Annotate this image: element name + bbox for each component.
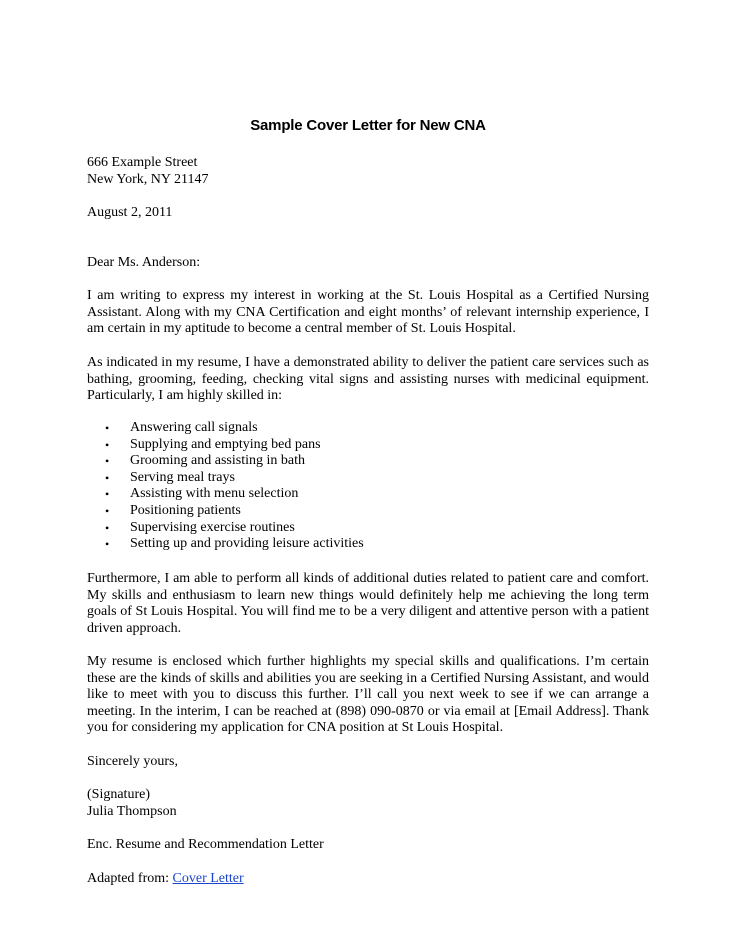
cover-letter-link[interactable]: Cover Letter [172,871,244,886]
salutation: Dear Ms. Anderson: [87,255,201,270]
bullet-icon: • [105,454,110,469]
page-title: Sample Cover Letter for New CNA [250,117,486,134]
sender-street: 666 Example Street [87,155,198,170]
bullet-icon: • [105,503,110,518]
bullet-icon: • [105,421,110,435]
bullet-icon: • [105,437,110,452]
signature-placeholder: (Signature) [87,787,150,802]
paragraph-closing: My resume is enclosed which further highlights my special skills and qualifications. I’m certain these are the kinds of skills and abilities you are seeking in a Certified Nursing Assistant, and would like to meet with you to discuss this further. I’ll call you next week to see if we can arrange a meeting. In the interim, I can be reached at (898) 090-0870 or via email at [Email Address]. Thank you for considering my application for CNA position at St Louis Hospital. [87,654,649,736]
list-item: • Grooming and assisting in bath [105,453,305,469]
list-item: • Assisting with menu selection [105,486,299,502]
paragraph-intro: I am writing to express my interest in working at the St. Louis Hospital as a Certified Nursing Assistant. Along with my CNA Certification and eight months’ of relevant internship experience, I am certain in my aptitude to become a central member of St. Louis Hospital. [87,288,649,337]
list-item: • Answering call signals [105,420,258,435]
list-item: • Setting up and providing leisure activities [105,536,364,552]
list-item: • Serving meal trays [105,469,235,485]
adapted-from [87,871,244,888]
bullet-icon: • [105,470,110,485]
list-item: • Positioning patients [105,502,241,518]
letter-date: August 2, 2011 [87,205,173,220]
closing: Sincerely yours, [87,754,178,769]
bullet-icon: • [105,537,110,552]
enclosure-note: Enc. Resume and Recommendation Letter [87,837,324,852]
adapted-from-label: Adapted from: [87,871,170,886]
list-item: • Supervising exercise routines [105,519,295,535]
list-item: • Supplying and emptying bed pans [105,436,321,452]
bullet-icon: • [105,487,110,502]
paragraph-duties: Furthermore, I am able to perform all kinds of additional duties related to patient care and comfort. My skills and enthusiasm to learn new things would definitely help me achieving the long term goals of St Louis Hospital. You will find me to be a very diligent and attentive person with a patient driven approach. [87,571,649,636]
bullet-icon: • [105,520,110,535]
sender-city: New York, NY 21147 [87,172,209,187]
paragraph-skills-intro: As indicated in my resume, I have a demonstrated ability to deliver the patient care services such as bathing, grooming, feeding, checking vital signs and assisting nurses with medicinal equipment. Particularly, I am highly skilled in: [87,355,649,404]
skills-list [105,420,364,553]
signer-name: Julia Thompson [87,804,177,819]
